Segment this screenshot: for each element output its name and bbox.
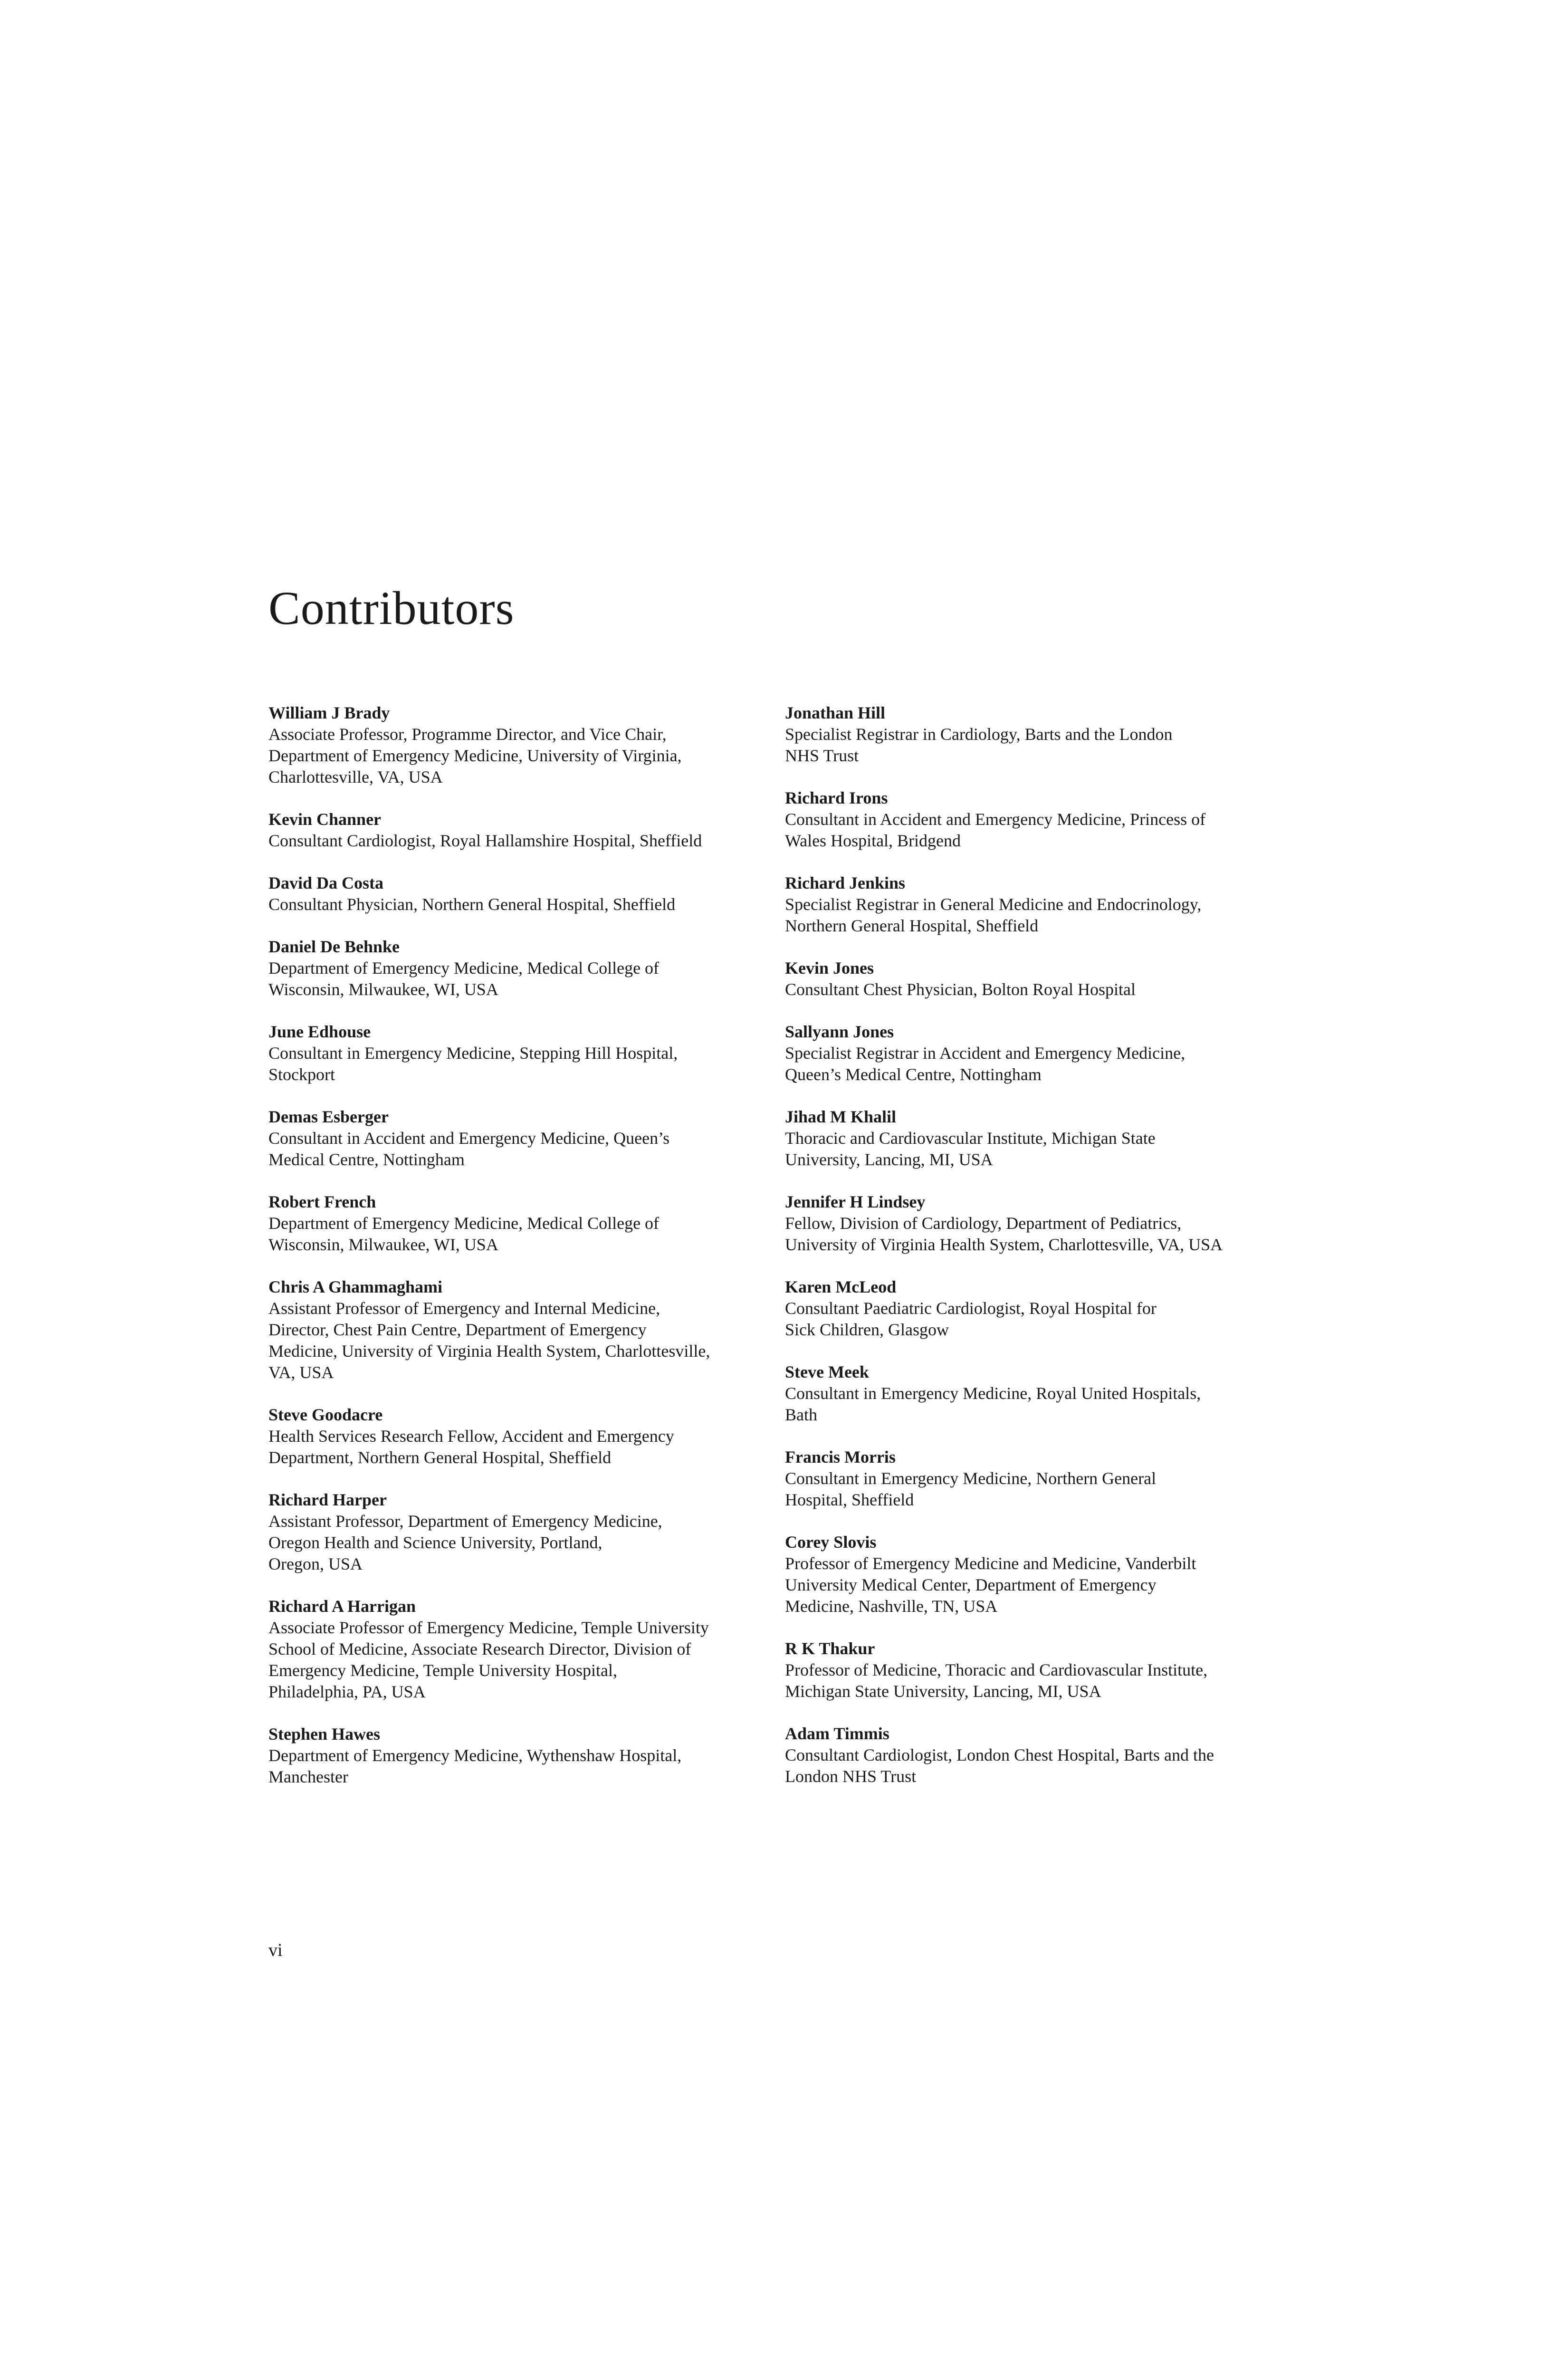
contributor-affiliation: Consultant in Accident and Emergency Medicine, Queen’s Medical Centre, Nottingham — [268, 1129, 670, 1169]
contributor-name: Stephen Hawes — [268, 1725, 381, 1744]
contributor-affiliation: Thoracic and Cardiovascular Institute, Michigan State University, Lancing, MI, USA — [785, 1129, 1156, 1169]
page-title: Contributors — [268, 582, 515, 634]
contributor-name: Demas Esberger — [268, 1107, 389, 1126]
contributor-entry — [785, 787, 1322, 852]
contributor-name: R K Thakur — [785, 1639, 875, 1658]
contributor-entry — [785, 1106, 1322, 1170]
page-number: vi — [268, 1940, 283, 1960]
contributor-entry — [785, 958, 1322, 1000]
contributor-name: Steve Goodacre — [268, 1405, 383, 1424]
contributors-right-column — [785, 702, 1322, 1808]
contributor-entry — [785, 1021, 1322, 1085]
contributor-affiliation: Consultant in Emergency Medicine, Stepping Hill Hospital, Stockport — [268, 1044, 678, 1084]
contributor-name: Adam Timmis — [785, 1724, 889, 1743]
contributor-entry — [268, 1489, 763, 1575]
contributor-affiliation: Associate Professor of Emergency Medicine, Temple University School of Medicine, Associate Research Director, Division of Emergency Medicine, Temple University Hospital, Philadelphia, PA, USA — [268, 1618, 709, 1701]
contributor-entry — [785, 872, 1322, 937]
contributor-affiliation: Health Services Research Fellow, Accident and Emergency Department, Northern General Hospital, Sheffield — [268, 1427, 674, 1467]
contributor-affiliation: Assistant Professor of Emergency and Internal Medicine, Director, Chest Pain Centre, Department of Emergency Medicine, University of Virginia Health System, Charlottesville, VA, USA — [268, 1299, 710, 1382]
contributor-affiliation: Consultant Paediatric Cardiologist, Royal Hospital for Sick Children, Glasgow — [785, 1299, 1157, 1339]
contributor-affiliation: Consultant in Emergency Medicine, Royal United Hospitals, Bath — [785, 1384, 1201, 1424]
contributor-entry — [268, 809, 763, 852]
contributor-name: Richard A Harrigan — [268, 1597, 416, 1616]
contributor-name: Corey Slovis — [785, 1533, 877, 1552]
contributor-name: Kevin Jones — [785, 958, 874, 977]
contributor-name: Robert French — [268, 1192, 376, 1211]
contributor-name: Steve Meek — [785, 1362, 869, 1381]
contributor-name: Jihad M Khalil — [785, 1107, 897, 1126]
contributor-entry — [268, 702, 763, 788]
contributors-left-column — [268, 702, 763, 1809]
contributor-name: Jennifer H Lindsey — [785, 1192, 926, 1211]
contributor-entry — [785, 1276, 1322, 1341]
contributor-name: Richard Irons — [785, 788, 888, 807]
contributor-affiliation: Consultant Cardiologist, London Chest Hospital, Barts and the London NHS Trust — [785, 1745, 1214, 1786]
contributor-entry — [268, 1106, 763, 1170]
contributor-entry — [268, 1276, 763, 1383]
contributor-name: Chris A Ghammaghami — [268, 1277, 443, 1296]
contributor-entry — [785, 1191, 1322, 1255]
contributor-entry — [268, 1404, 763, 1468]
contributor-affiliation: Department of Emergency Medicine, Wythenshaw Hospital, Manchester — [268, 1746, 682, 1786]
contributor-entry — [785, 702, 1322, 766]
contributor-entry — [268, 1596, 763, 1703]
contributor-affiliation: Assistant Professor, Department of Emergency Medicine, Oregon Health and Science University, Portland, Oregon, USA — [268, 1512, 662, 1573]
contributor-name: Sallyann Jones — [785, 1022, 894, 1041]
contributor-affiliation: Specialist Registrar in Cardiology, Barts and the London NHS Trust — [785, 725, 1173, 765]
contributor-entry — [785, 1723, 1322, 1787]
contributor-affiliation: Consultant Chest Physician, Bolton Royal Hospital — [785, 980, 1136, 999]
contributor-name: Karen McLeod — [785, 1277, 897, 1296]
contributor-affiliation: Consultant Cardiologist, Royal Hallamshire Hospital, Sheffield — [268, 831, 702, 850]
contributor-name: Kevin Channer — [268, 810, 382, 829]
contributor-entry — [268, 936, 763, 1000]
contributor-name: Richard Harper — [268, 1490, 387, 1509]
contributor-affiliation: Specialist Registrar in Accident and Emergency Medicine, Queen’s Medical Centre, Nottingham — [785, 1044, 1186, 1084]
contributor-affiliation: Fellow, Division of Cardiology, Department of Pediatrics, University of Virginia Health System, Charlottesville, VA, USA — [785, 1214, 1223, 1254]
contributor-entry — [268, 872, 763, 915]
contributor-entry — [785, 1447, 1322, 1511]
contributor-affiliation: Consultant Physician, Northern General Hospital, Sheffield — [268, 895, 676, 914]
contributor-entry — [785, 1532, 1322, 1617]
contributor-affiliation: Department of Emergency Medicine, Medical College of Wisconsin, Milwaukee, WI, USA — [268, 958, 660, 999]
contributor-affiliation: Professor of Emergency Medicine and Medicine, Vanderbilt University Medical Center, Department of Emergency Medicine, Nashville, TN, USA — [785, 1554, 1196, 1616]
contributor-entry — [785, 1361, 1322, 1426]
contributor-entry — [268, 1724, 763, 1788]
contributor-affiliation: Specialist Registrar in General Medicine and Endocrinology, Northern General Hospital, Sheffield — [785, 895, 1202, 935]
contributor-affiliation: Consultant in Emergency Medicine, Northern General Hospital, Sheffield — [785, 1469, 1157, 1509]
contributor-affiliation: Department of Emergency Medicine, Medical College of Wisconsin, Milwaukee, WI, USA — [268, 1214, 660, 1254]
contributor-entry — [268, 1021, 763, 1085]
contributor-name: William J Brady — [268, 703, 390, 722]
contributor-affiliation: Consultant in Accident and Emergency Medicine, Princess of Wales Hospital, Bridgend — [785, 810, 1206, 850]
contributor-entry — [785, 1638, 1322, 1702]
contributor-name: David Da Costa — [268, 873, 384, 892]
contributor-name: Richard Jenkins — [785, 873, 906, 892]
contributor-name: Daniel De Behnke — [268, 937, 400, 956]
contributor-name: Francis Morris — [785, 1447, 896, 1466]
contributor-affiliation: Professor of Medicine, Thoracic and Cardiovascular Institute, Michigan State University, Lancing, MI, USA — [785, 1660, 1208, 1701]
contributor-name: Jonathan Hill — [785, 703, 886, 722]
contributor-affiliation: Associate Professor, Programme Director, and Vice Chair, Department of Emergency Medicine, University of Virginia, Charlottesville, VA, USA — [268, 725, 682, 786]
contributor-entry — [268, 1191, 763, 1255]
contributor-name: June Edhouse — [268, 1022, 371, 1041]
